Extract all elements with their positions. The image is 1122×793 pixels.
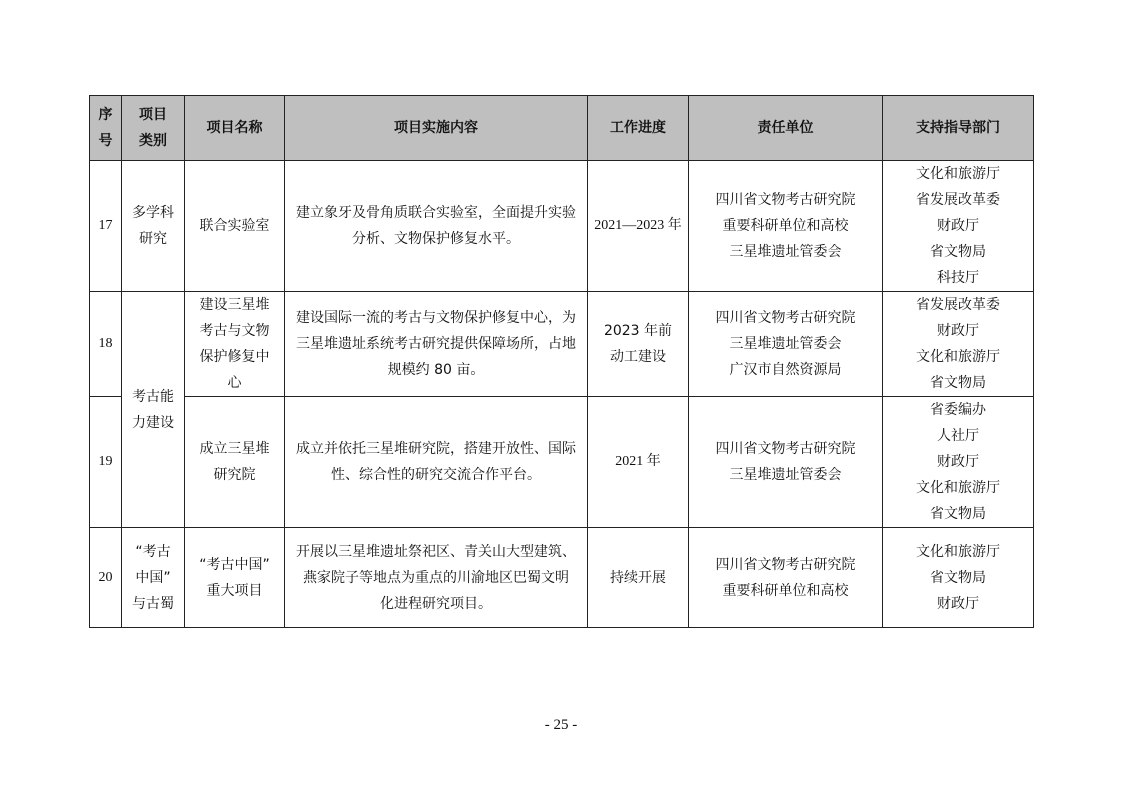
row-progress: 2021—2023 年	[588, 161, 689, 292]
row-support: 文化和旅游厅 省文物局 财政厅	[883, 528, 1034, 628]
row-content: 成立并依托三星堆研究院，搭建开放性、国际 性、综合性的研究交流合作平台。	[285, 397, 588, 528]
table-row	[90, 161, 1034, 292]
row-name: 建设三星堆 考古与文物 保护修复中 心	[185, 292, 285, 397]
table-row	[90, 528, 1034, 628]
row-responsible: 四川省文物考古研究院 三星堆遗址管委会 广汉市自然资源局	[689, 292, 883, 397]
header-progress: 工作进度	[588, 96, 689, 161]
header-name: 项目名称	[185, 96, 285, 161]
row-support: 文化和旅游厅 省发展改革委 财政厅 省文物局 科技厅	[883, 161, 1034, 292]
project-table	[89, 95, 1034, 628]
row-seq: 18	[90, 292, 122, 397]
header-responsible: 责任单位	[689, 96, 883, 161]
row-content: 建立象牙及骨角质联合实验室，全面提升实验 分析、文物保护修复水平。	[285, 161, 588, 292]
row-progress: 2021 年	[588, 397, 689, 528]
row-name: 成立三星堆 研究院	[185, 397, 285, 528]
row-content: 建设国际一流的考古与文物保护修复中心，为 三星堆遗址系统考古研究提供保障场所，占地 规模约 80 亩。	[285, 292, 588, 397]
row-seq: 17	[90, 161, 122, 292]
row-seq: 19	[90, 397, 122, 528]
row-seq: 20	[90, 528, 122, 628]
row-category: 多学科 研究	[122, 161, 185, 292]
header-category: 项目 类别	[122, 96, 185, 161]
table-row	[90, 397, 1034, 528]
header-support: 支持指导部门	[883, 96, 1034, 161]
row-responsible: 四川省文物考古研究院 三星堆遗址管委会	[689, 397, 883, 528]
header-seq: 序 号	[90, 96, 122, 161]
row-content: 开展以三星堆遗址祭祀区、青关山大型建筑、 燕家院子等地点为重点的川渝地区巴蜀文明 化进程研究项目。	[285, 528, 588, 628]
row-support: 省委编办 人社厅 财政厅 文化和旅游厅 省文物局	[883, 397, 1034, 528]
row-category: 考古能 力建设	[122, 292, 185, 528]
row-name: “考古中国” 重大项目	[185, 528, 285, 628]
row-category: “考古 中国” 与古蜀	[122, 528, 185, 628]
table-header-row	[90, 96, 1034, 161]
header-content: 项目实施内容	[285, 96, 588, 161]
table-row	[90, 292, 1034, 397]
row-progress: 2023 年前 动工建设	[588, 292, 689, 397]
row-progress: 持续开展	[588, 528, 689, 628]
row-responsible: 四川省文物考古研究院 重要科研单位和高校	[689, 528, 883, 628]
row-support: 省发展改革委 财政厅 文化和旅游厅 省文物局	[883, 292, 1034, 397]
row-responsible: 四川省文物考古研究院 重要科研单位和高校 三星堆遗址管委会	[689, 161, 883, 292]
page-number: - 25 -	[544, 717, 578, 733]
row-name: 联合实验室	[185, 161, 285, 292]
